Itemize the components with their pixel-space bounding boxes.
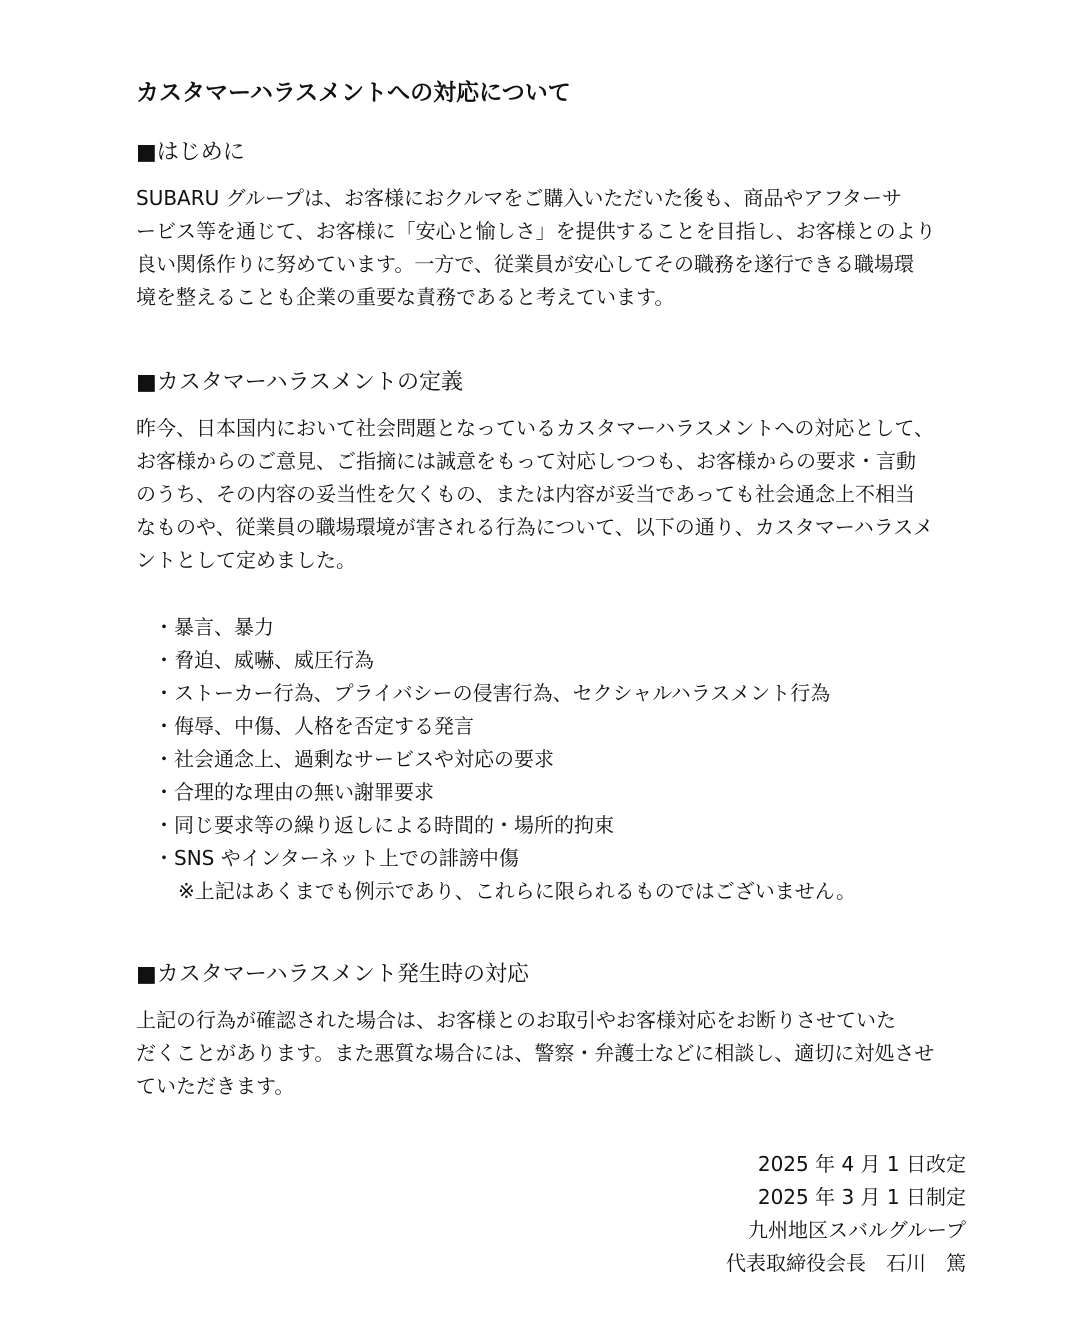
response-line: ていただきます。 — [136, 1074, 295, 1098]
intro-heading: ■はじめに — [136, 140, 245, 165]
spacer — [136, 314, 966, 362]
document-body — [136, 72, 966, 1103]
harassment-examples-list — [136, 611, 966, 875]
list-item: ・ストーカー行為、プライバシーの侵害行為、セクシャルハラスメント行為 — [154, 681, 831, 705]
intro-line: ービス等を通じて、お客様に「安心と愉しさ」を提供することを目指し、お客様とのより — [136, 219, 936, 243]
definition-line: お客様からのご意見、ご指摘には誠意をもって対応しつつも、お客様からの要求・言動 — [136, 449, 916, 473]
representative-name: 代表取締役会長 石川 篤 — [726, 1251, 966, 1275]
list-item: ・同じ要求等の繰り返しによる時間的・場所的拘束 — [154, 813, 614, 837]
intro-paragraph — [136, 182, 966, 314]
list-item: ・社会通念上、過剰なサービスや対応の要求 — [154, 747, 554, 771]
list-item: ・SNS やインターネット上での誹謗中傷 — [154, 846, 519, 870]
response-line: 上記の行為が確認された場合は、お客様とのお取引やお客様対応をお断りさせていた — [136, 1008, 896, 1032]
response-paragraph — [136, 1004, 966, 1103]
establishment-date: 2025 年 3 月 1 日制定 — [757, 1185, 966, 1209]
signature-block — [726, 1148, 966, 1280]
definition-line: のうち、その内容の妥当性を欠くもの、または内容が妥当であっても社会通念上不相当 — [136, 482, 915, 506]
examples-note: ※上記はあくまでも例示であり、これらに限られるものではございません。 — [178, 879, 856, 903]
list-item: ・脅迫、威嚇、威圧行為 — [154, 648, 374, 672]
intro-line: 良い関係作りに努めています。一方で、従業員が安心してその職務を遂行できる職場環 — [136, 252, 914, 276]
definition-paragraph — [136, 412, 966, 577]
response-line: だくことがあります。また悪質な場合には、警察・弁護士などに相談し、適切に対処させ — [136, 1041, 935, 1065]
definition-line: 昨今、日本国内において社会問題となっているカスタマーハラスメントへの対応として、 — [136, 416, 934, 440]
revision-date: 2025 年 4 月 1 日改定 — [757, 1152, 966, 1176]
spacer — [136, 577, 966, 611]
list-item: ・合理的な理由の無い謝罪要求 — [154, 780, 434, 804]
document-title: カスタマーハラスメントへの対応について — [136, 80, 571, 106]
definition-line: ントとして定めました。 — [136, 548, 356, 572]
spacer — [136, 908, 966, 954]
intro-line: SUBARU グループは、お客様におクルマをご購入いただいた後も、商品やアフターサ — [136, 186, 903, 210]
list-item: ・暴言、暴力 — [154, 615, 274, 639]
response-heading: ■カスタマーハラスメント発生時の対応 — [136, 962, 530, 987]
intro-line: 境を整えることも企業の重要な責務であると考えています。 — [136, 285, 675, 309]
definition-line: なものや、従業員の職場環境が害される行為について、以下の通り、カスタマーハラスメ — [136, 515, 934, 539]
definition-heading: ■カスタマーハラスメントの定義 — [136, 370, 464, 395]
list-item: ・侮辱、中傷、人格を否定する発言 — [154, 714, 474, 738]
organization-name: 九州地区スバルグループ — [748, 1218, 966, 1242]
